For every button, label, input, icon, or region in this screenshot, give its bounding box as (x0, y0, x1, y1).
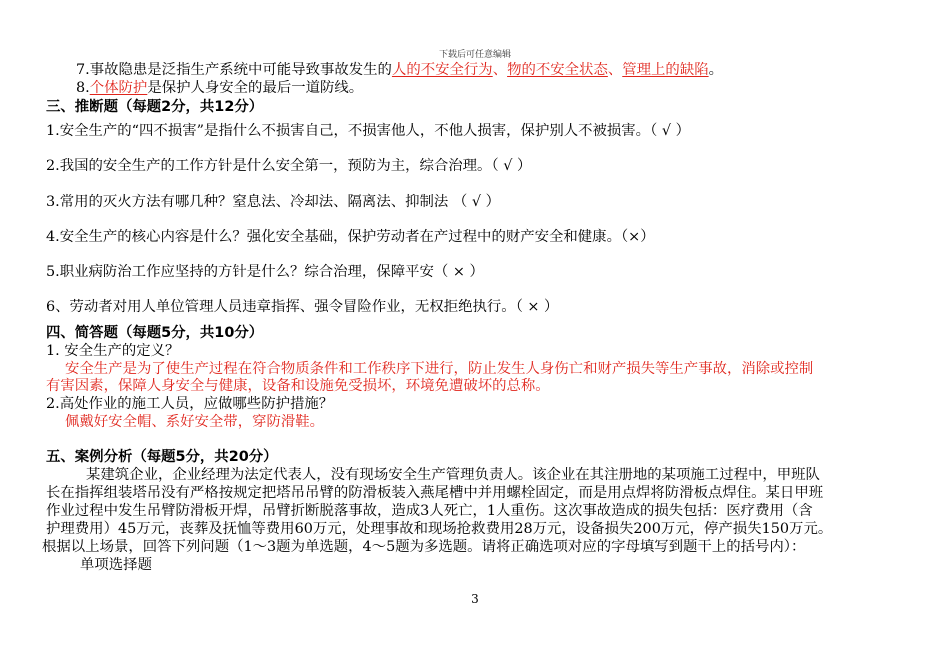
section-3-item-3: 3.常用的灭火方法有哪几种？窒息法、冷却法、隔离法、抑制法 （ √ ） (46, 194, 500, 210)
section-5-line-4: 护理费用）45万元，丧葬及抚恤等费用60万元，处理事故和现场抢救费用28万元，设备损失200万元，停产损失150万元。 (46, 521, 833, 537)
section-5-line-1: 某建筑企业，企业经理为法定代表人，没有现场安全生产管理负责人。该企业在其注册地的某项施工过程中，甲班队 (86, 467, 820, 483)
item-7-answer-2: 物的不安全状态 (507, 62, 608, 78)
item-7 (76, 61, 723, 79)
section-4-answer-1-line-2: 有害因素，保障人身安全与健康，设备和设施免受损坏，环境免遭破坏的总称。 (46, 378, 550, 394)
section-3-item-4: 4.安全生产的核心内容是什么？强化安全基础，保护劳动者在产过程中的财产安全和健康。（×） (46, 229, 655, 245)
section-3-item-2: 2.我国的安全生产的工作方针是什么安全第一，预防为主，综合治理。（ √ ） (46, 158, 532, 174)
section-4-question-1: 1. 安全生产的定义？ (46, 343, 180, 359)
page-number: 3 (471, 592, 479, 606)
section-4-answer-2: 佩戴好安全帽、系好安全带，穿防滑鞋。 (65, 414, 325, 430)
item-8-answer: 个体防护 (89, 80, 148, 96)
section-3-item-5: 5.职业病防治工作应坚持的方针是什么？综合治理，保障平安（ × ） (46, 264, 484, 280)
item-7-sep-1: 、 (492, 62, 508, 78)
section-5-subheading: 单项选择题 (80, 557, 152, 573)
item-8-rest: 是保护人身安全的最后一道防线。 (147, 80, 364, 96)
item-7-sep-2: 、 (607, 62, 623, 78)
item-8-num: 8. (76, 80, 90, 96)
item-7-end: 。 (708, 62, 724, 78)
item-7-answer-1: 人的不安全行为 (391, 62, 493, 78)
item-8 (76, 79, 363, 97)
section-5-line-2: 长在指挥组装塔吊没有严格按规定把塔吊吊臂的防滑板装入燕尾槽中并用螺栓固定，而是用点焊将防滑板点焊住。某日甲班 (46, 485, 824, 501)
item-7-prefix: 7.事故隐患是泛指生产系统中可能导致事故发生的 (76, 62, 392, 78)
section-4-question-2: 2.高处作业的施工人员，应做哪些防护措施？ (46, 396, 334, 412)
section-5-title: 五、案例分析（每题5分，共20分） (46, 449, 278, 465)
section-3-title: 三、推断题（每题2分，共12分） (46, 99, 264, 115)
section-4-answer-1-line-1: 安全生产是为了使生产过程在符合物质条件和工作秩序下进行，防止发生人身伤亡和财产损失等生产事故，消除或控制 (65, 361, 814, 377)
section-3-item-6: 6、劳动者对用人单位管理人员违章指挥、强令冒险作业，无权拒绝执行。（ × ） (46, 299, 559, 315)
section-5-line-5: 根据以上场景，回答下列问题（1～3题为单选题，4～5题为多选题。请将正确选项对应的字母填写到题干上的括号内）： (42, 539, 806, 555)
header-note: 下载后可任意编辑 (438, 50, 511, 60)
section-5-line-3: 作业过程中发生吊臂防滑板开焊，吊臂折断脱落事故，造成3人死亡，1人重伤。这次事故造成的损失包括：医疗费用（含 (46, 503, 813, 519)
section-4-title: 四、简答题（每题5分，共10分） (46, 325, 264, 341)
section-3-item-1: 1.安全生产的“四不损害”是指什么不损害自己，不损害他人，不他人损害，保护别人不被损害。（ √ ） (46, 123, 690, 139)
item-7-answer-3: 管理上的缺陷 (622, 62, 709, 78)
